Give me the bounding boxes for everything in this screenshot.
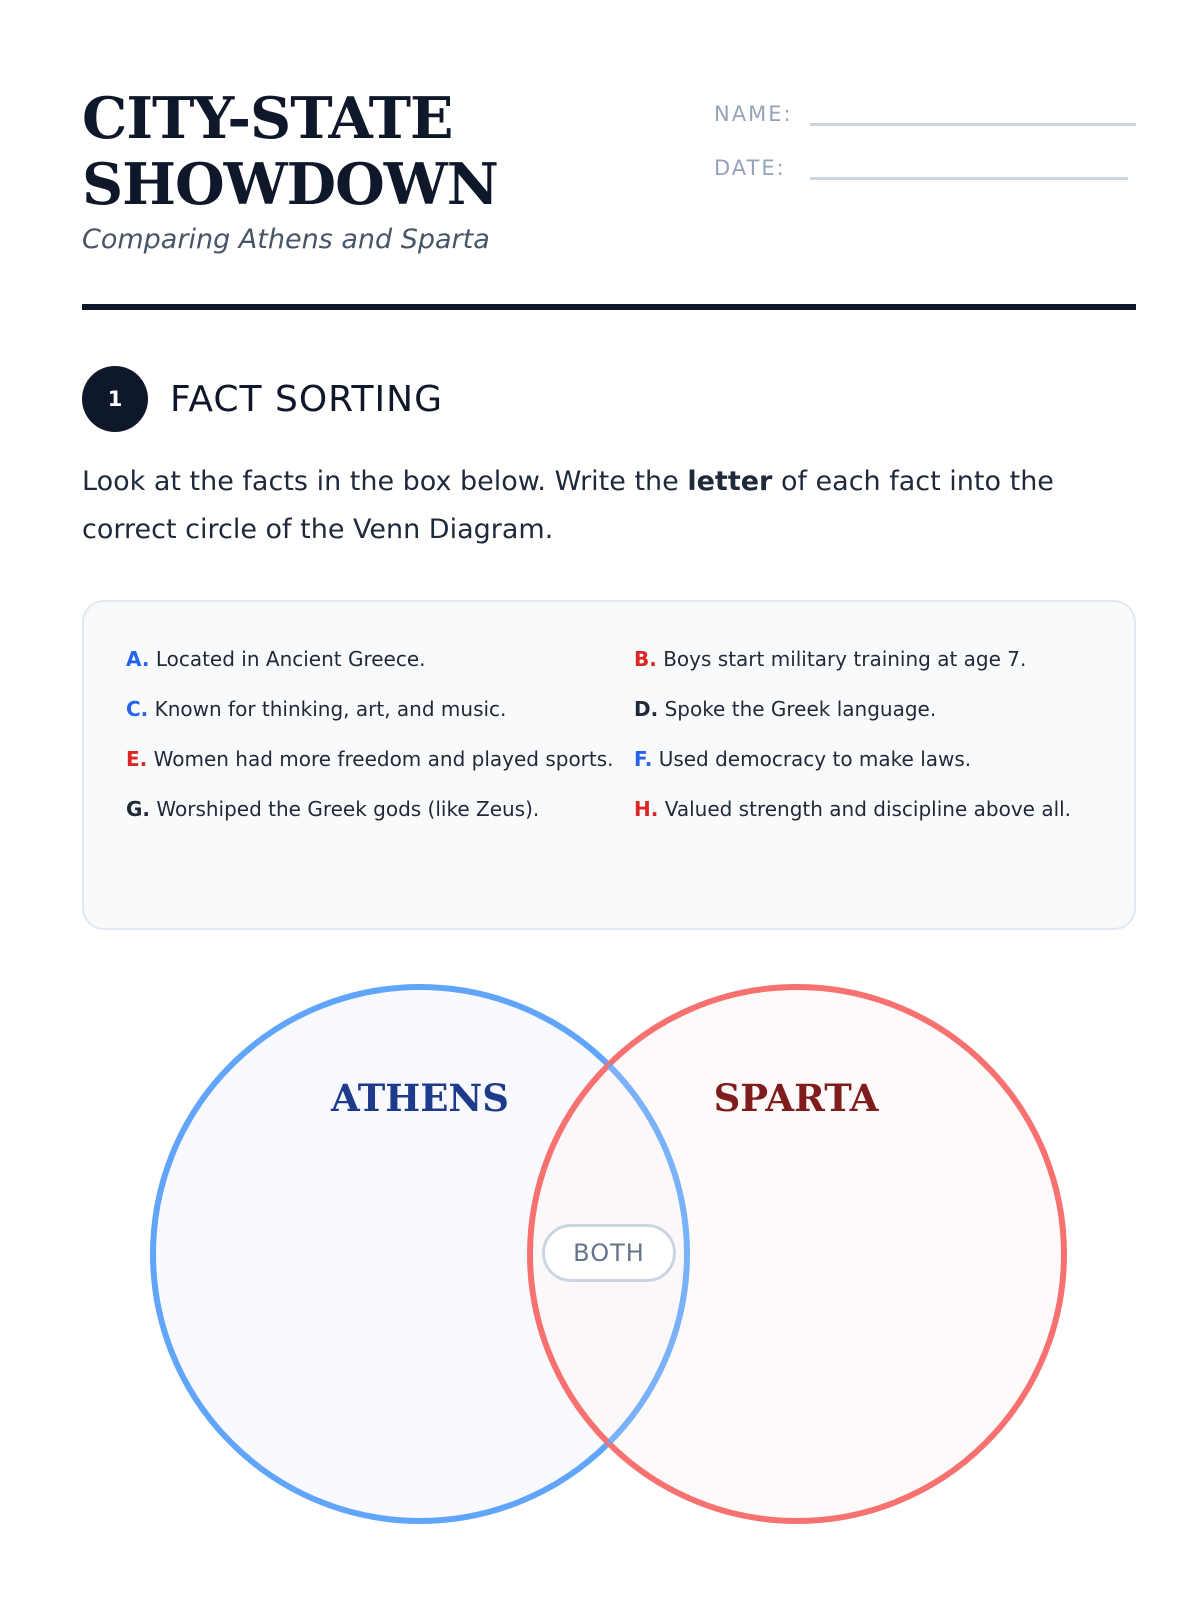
date-row	[714, 140, 1136, 194]
both-label: BOTH	[542, 1224, 676, 1282]
fact-letter: C.	[126, 697, 149, 721]
name-label: NAME:	[714, 102, 793, 126]
fact-letter: A.	[126, 647, 150, 671]
date-label: DATE:	[714, 156, 786, 180]
section-title: FACT SORTING	[170, 378, 443, 420]
fact-text: Known for thinking, art, and music.	[154, 697, 507, 721]
fact-box	[82, 600, 1136, 930]
fact-list	[126, 642, 1094, 826]
instructions-bold: letter	[687, 466, 773, 497]
fact-letter: B.	[634, 647, 657, 671]
fact-a	[126, 642, 634, 676]
student-fields	[714, 86, 1136, 194]
fact-e	[126, 742, 634, 776]
fact-letter: E.	[126, 747, 148, 771]
fact-text: Boys start military training at age 7.	[663, 647, 1027, 671]
fact-h	[634, 792, 1114, 826]
fact-b	[634, 642, 1114, 676]
title-line-2: SHOWDOWN	[82, 151, 498, 218]
fact-text: Used democracy to make laws.	[658, 747, 972, 771]
worksheet-title	[82, 86, 642, 218]
fact-letter: D.	[634, 697, 659, 721]
fact-letter: F.	[634, 747, 653, 771]
worksheet-subtitle: Comparing Athens and Sparta	[82, 224, 490, 255]
venn-diagram	[0, 970, 1200, 1540]
fact-text: Worshiped the Greek gods (like Zeus).	[156, 797, 540, 821]
fact-text: Spoke the Greek language.	[664, 697, 937, 721]
instructions-text-1: Look at the facts in the box below. Write the	[82, 466, 688, 497]
fact-text: Located in Ancient Greece.	[155, 647, 426, 671]
fact-text: Valued strength and discipline above all.	[664, 797, 1072, 821]
fact-d	[634, 692, 1114, 726]
header-divider	[82, 304, 1136, 310]
sparta-label: SPARTA	[713, 1076, 879, 1120]
section-heading	[82, 366, 443, 432]
fact-letter: G.	[126, 797, 151, 821]
title-line-1: CITY-STATE	[82, 85, 453, 152]
fact-c	[126, 692, 634, 726]
fact-text: Women had more freedom and played sports.	[153, 747, 614, 771]
section-number-badge: 1	[82, 366, 148, 432]
fact-letter: H.	[634, 797, 659, 821]
name-field[interactable]	[810, 96, 1136, 126]
athens-label: ATHENS	[331, 1076, 509, 1120]
name-row	[714, 86, 1136, 140]
date-field[interactable]	[810, 150, 1128, 180]
instructions	[82, 458, 1142, 554]
instructions-text-2: of each fact into the correct circle of the Venn Diagram.	[82, 466, 1054, 545]
fact-g	[126, 792, 634, 826]
fact-f	[634, 742, 1114, 776]
worksheet-header	[82, 86, 1136, 316]
